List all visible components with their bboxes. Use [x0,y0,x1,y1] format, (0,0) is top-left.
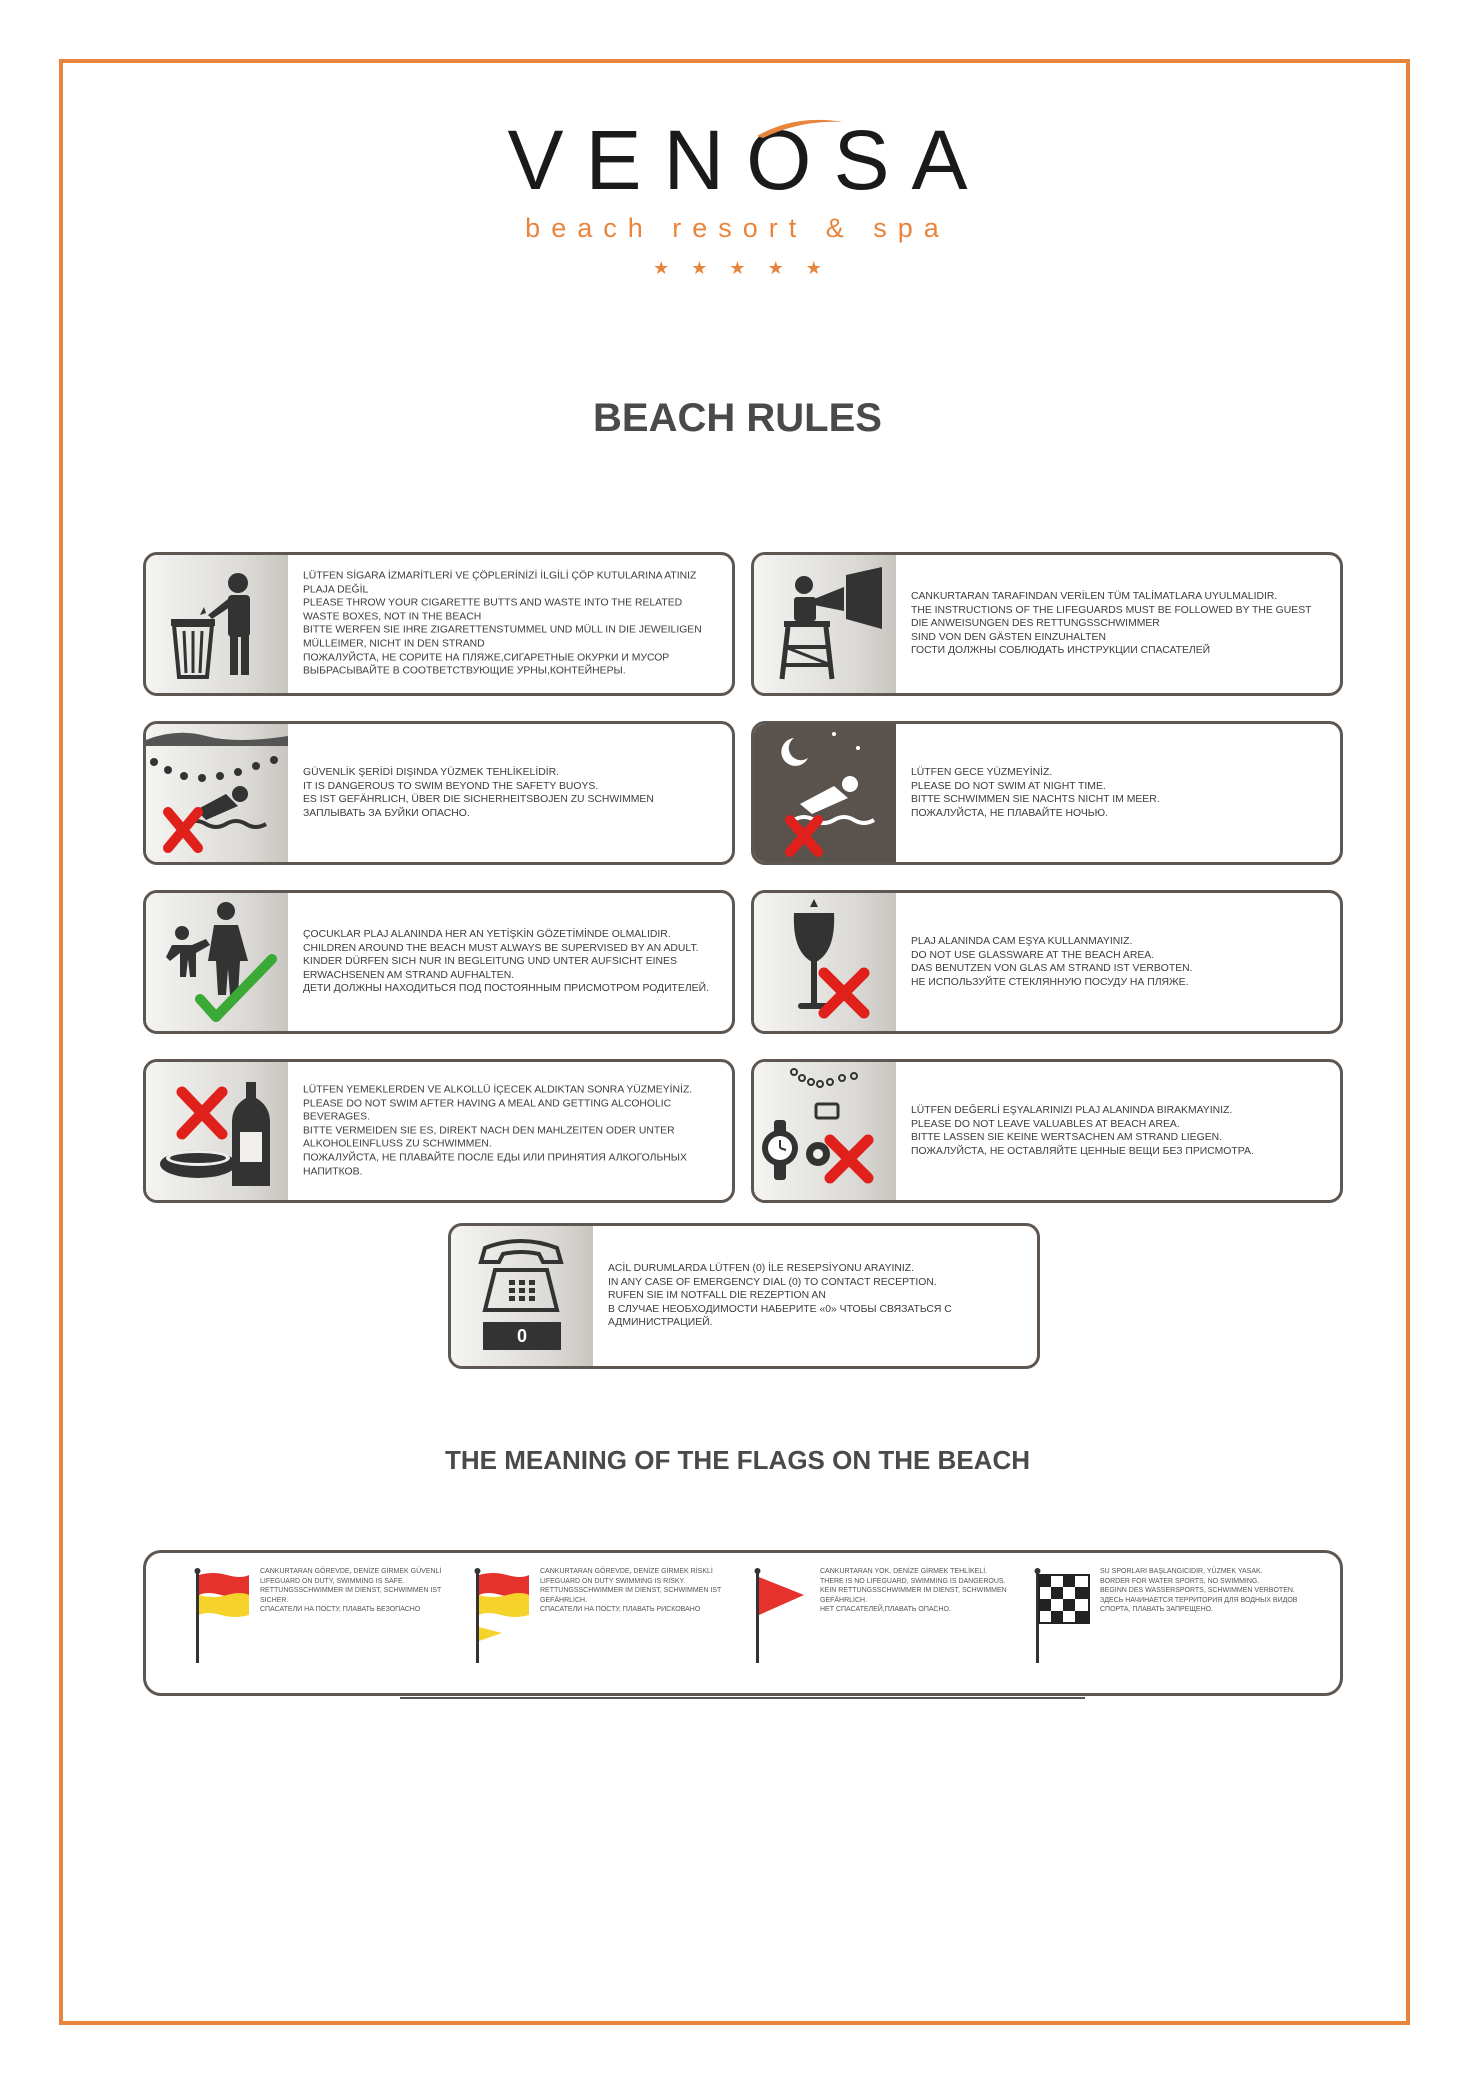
flags-card [143,1550,1343,1696]
venosa-logo [0,113,1475,279]
flag-item-safe [192,1567,462,1677]
seagull-swoosh-icon [755,112,845,142]
rule-card-children [143,890,735,1034]
lifeguard-megaphone-icon [754,555,896,693]
rule-text: GÜVENLİK ŞERİDİ DIŞINDA YÜZMEK TEHLİKELİDİR. IT IS DANGEROUS TO SWIM BEYOND THE SAFETY BUOYS. ES IST GEFÄHRLICH, ÜBER DIE SICHERHEITSBOJEN ZU SCHWIMMEN ЗАПЛЫВАТЬ ЗА БУЙКИ ОПАСНО. [303,766,654,819]
rule-text: CANKURTARAN TARAFINDAN VERİLEN TÜM TALİMATLARA UYULMALIDIR. THE INSTRUCTIONS OF THE LIFEGUARDS MUST BE FOLLOWED BY THE GUEST DIE ANWEISUNGEN DES RETTUNGSSCHWIMMER SIND VON DEN GÄSTEN EINZUHALTEN ГОСТИ ДОЛЖНЫ СОБЛЮДАТЬ ИНСТРУКЦИИ СПАСАТЕЛЕЙ [911,591,1312,657]
flag-item-dangerous [752,1567,1022,1677]
rule-text: ACİL DURUMLARDA LÜTFEN (0) İLE RESEPSİYONU ARAYINIZ. IN ANY CASE OF EMERGENCY DIAL (0) TO CONTACT RECEPTION. RUFEN SIE IM NOTFALL DIE REZEPTION AN В СЛУЧАЕ НЕОБХОДИМОСТИ НАБЕРИТЕ «0» ЧТОБЫ СВЯЗАТЬСЯ С АДМИНИСТРАЦИЕЙ. [608,1263,952,1329]
trash-bin-icon [146,555,288,693]
red-pennant-flag-icon [752,1567,818,1667]
rule-text: ÇOCUKLAR PLAJ ALANINDA HER AN YETİŞKİN GÖZETİMİNDE OLMALIDIR. CHILDREN AROUND THE BEACH MUST ALWAYS BE SUPERVISED BY AN ADULT. KINDER DÜRFEN SICH NUR IN BEGLEITUNG UND UNTER AUFSICHT EINES ERWACHSENEN AM STRAND AUFHALTEN. ДЕТИ ДОЛЖНЫ НАХОДИТЬСЯ ПОД ПОСТОЯННЫМ ПРИСМОТРОМ РОДИТЕЛЕЙ. [303,929,709,995]
page-border [59,59,1410,2025]
dial-number: 0 [516,1326,527,1346]
flag-item-risky [472,1567,742,1677]
rule-text: LÜTFEN YEMEKLERDEN VE ALKOLLÜ İÇECEK ALDIKTAN SONRA YÜZMEYİNİZ. PLEASE DO NOT SWIM AFTER HAVING A MEAL AND GETTING ALCOHOLIC BEVERAGES. BITTE VERMEIDEN SIE ES, DIREKT NACH DEN MAHLZEITEN ODER UNTER ALKOHOLEINFLUSS ZU SCHWIMMEN. ПОЖАЛУЙСТА, НЕ ПЛАВАЙТЕ ПОСЛЕ ЕДЫ ИЛИ ПРИНЯТИЯ АЛКОГОЛЬНЫХ НАПИТКОВ. [303,1084,693,1177]
swim-beyond-buoys-icon [146,724,288,862]
no-glassware-icon [754,893,896,1031]
rule-card-valuables [751,1059,1343,1203]
no-food-alcohol-icon [146,1062,288,1200]
rule-card-glassware [751,890,1343,1034]
red-yellow-flag-with-pennant-icon [472,1567,538,1667]
page-title: BEACH RULES [593,396,882,440]
divider-line [400,1697,1085,1699]
rule-text: LÜTFEN SİGARA İZMARİTLERİ VE ÇÖPLERİNİZİ İLGİLİ ÇÖP KUTULARINA ATINIZ PLAJA DEĞİL PLEASE THROW YOUR CIGARETTE BUTTS AND WASTE INTO THE RELATED WASTE BOXES, NOT IN THE BEACH BITTE WERFEN SIE IHRE ZIGARETTENSTUMMEL UND MÜLL IN DIE JEWEILIGEN MÜLLEIMER, NICHT IN DEN STRAND ПОЖАЛУЙСТА, НЕ СОРИТЕ НА ПЛЯЖЕ,СИГАРЕТНЫЕ ОКУРКИ И МУСОР ВЫБРАСЫВАЙТЕ В СООТВЕТСТВУЮЩИЕ УРНЫ,КОНТЕЙНЕРЫ. [303,570,702,677]
rule-card-meal-alcohol [143,1059,735,1203]
rule-card-night [751,721,1343,865]
logo-subtitle: beach resort & spa [525,213,950,243]
flag-text: CANKURTARAN YOK, DENİZE GİRMEK TEHLİKELİ. THERE IS NO LIFEGUARD, SWIMMING IS DANGEROUS. KEIN RETTUNGSSCHWIMMER IM DIENST, SCHWIMMEN GEFÄHRLICH. НЕТ СПАСАТЕЛЕЙ,ПЛАВАТЬ ОПАСНО. [820,1568,1007,1613]
rule-text: PLAJ ALANINDA CAM EŞYA KULLANMAYINIZ. DO NOT USE GLASSWARE AT THE BEACH AREA. DAS BENUTZEN VON GLAS AM STRAND IST VERBOTEN. НЕ ИСПОЛЬЗУЙТЕ СТЕКЛЯННУЮ ПОСУДУ НА ПЛЯЖЕ. [911,935,1193,988]
checkered-flags-icon [1032,1567,1098,1667]
flag-text: CANKURTARAN GÖREVDE, DENİZE GİRMEK RİSKLİ LIFEGUARD ON DUTY SWIMMING IS RISKY. RETTUNGSSCHWIMMER IM DIENST, SCHWIMMEN IST GEFÄHRLICH. СПАСАТЕЛИ НА ПОСТУ, ПЛАВАТЬ РИСКОВАНО [540,1568,722,1613]
flag-text: SU SPORLARI BAŞLANGICIDIR, YÜZMEK YASAK. BORDER FOR WATER SPORTS, NO SWIMMING. BEGINN DES WASSERSPORTS, SCHWIMMEN VERBOTEN. ЗДЕСЬ НАЧИНАЕТСЯ ТЕРРИТОРИЯ ДЛЯ ВОДНЫХ ВИДОВ СПОРТА, ПЛАВАТЬ ЗАПРЕЩЕНО. [1100,1568,1298,1613]
logo-wordmark: VENOSA [507,113,990,207]
valuables-icon [754,1062,896,1200]
logo-stars: ★★★★★ [653,258,844,278]
rule-text: LÜTFEN GECE YÜZMEYİNİZ. PLEASE DO NOT SWIM AT NIGHT TIME. BITTE SCHWIMMEN SIE NACHTS NICHT IM MEER. ПОЖАЛУЙСТА, НЕ ПЛАВАЙТЕ НОЧЬЮ. [911,766,1160,819]
rule-card-buoys [143,721,735,865]
flag-item-water-sports [1032,1567,1302,1677]
flag-text: CANKURTARAN GÖREVDE, DENİZE GİRMEK GÜVENLİ LIFEGUARD ON DUTY, SWIMMING IS SAFE. RETTUNGSSCHWIMMER IM DIENST, SCHWIMMEN IST SICHER. СПАСАТЕЛИ НА ПОСТУ, ПЛАВАТЬ БЕЗОПАСНО [260,1568,442,1613]
adult-with-child-icon [146,893,288,1031]
rule-text: LÜTFEN DEĞERLİ EŞYALARINIZI PLAJ ALANINDA BIRAKMAYINIZ. PLEASE DO NOT LEAVE VALUABLES AT BEACH AREA. BITTE LASSEN SIE KEINE WERTSACHEN AM STRAND LIEGEN. ПОЖАЛУЙСТА, НЕ ОСТАВЛЯЙТЕ ЦЕННЫЕ ВЕЩИ БЕЗ ПРИСМОТРА. [911,1104,1254,1157]
rule-card-lifeguard [751,552,1343,696]
flags-title: THE MEANING OF THE FLAGS ON THE BEACH [445,1445,1030,1475]
red-yellow-flag-icon [192,1567,258,1667]
telephone-icon [451,1226,593,1366]
night-swimming-icon [754,724,896,862]
rule-card-emergency [448,1223,1040,1369]
rule-card-waste [143,552,735,696]
